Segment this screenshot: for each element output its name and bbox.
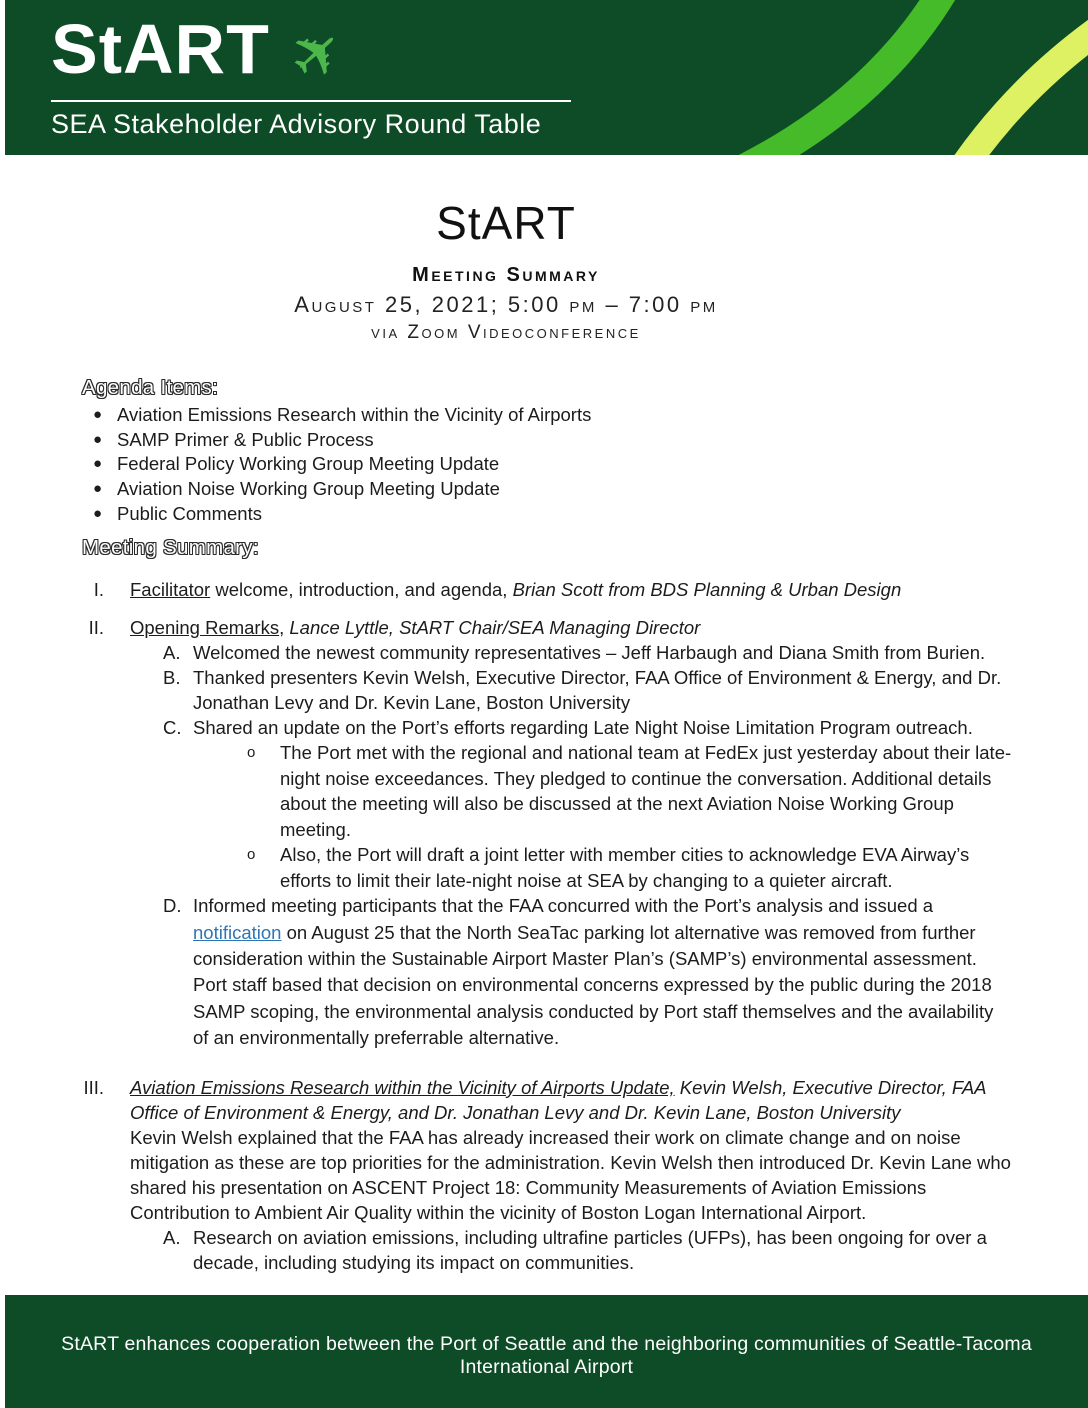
logo-wordmark: StART [51, 10, 270, 88]
agenda-item-text: Aviation Noise Working Group Meeting Update [117, 478, 500, 500]
list-item [247, 740, 1012, 842]
logo-subtitle: SEA Stakeholder Advisory Round Table [51, 109, 542, 139]
bullet-icon: ● [93, 504, 103, 522]
agenda-list [0, 403, 1012, 526]
agenda-item-text: Public Comments [117, 502, 262, 524]
item-label: D. [163, 895, 182, 917]
logo-underline [51, 100, 571, 102]
section-heading-plain: , [279, 617, 290, 639]
notification-link[interactable]: notification [193, 921, 282, 943]
list-item [93, 428, 1012, 453]
item-label: C. [163, 717, 182, 739]
list-item [163, 665, 1012, 715]
agenda-heading: Agenda Items: [82, 376, 219, 400]
list-item [163, 893, 1012, 1051]
section-aviation-emissions [58, 1075, 1012, 1275]
item-text: Welcomed the newest community representatives – Jeff Harbaugh and Diana Smith from Burien. [193, 642, 986, 664]
list-item [163, 1225, 1012, 1275]
section-heading-underlined: Facilitator [130, 579, 211, 601]
item-text [193, 893, 1012, 1051]
list-item [93, 403, 1012, 428]
section-numeral: II. [88, 617, 104, 639]
agenda-item-text: Aviation Emissions Research within the Vicinity of Airports [117, 404, 592, 426]
bullet-icon: ● [93, 455, 103, 473]
footer-tagline: StART enhances cooperation between the Port of Seattle and the neighboring communities of Seattle-Tacoma International Airport [61, 1333, 1032, 1378]
item-text: Research on aviation emissions, including ultrafine particles (UFPs), has been ongoing for over a decade, including studying its impact on communities. [193, 1226, 987, 1273]
airplane-icon: ✈ [275, 11, 360, 98]
item-label: A. [163, 1226, 181, 1248]
section-opening-remarks [58, 615, 1012, 1051]
section-intro-paragraph: Kevin Welsh explained that the FAA has already increased their work on climate change and on noise mitigation as these are top priorities for the administration. Kevin Welsh then introduced Dr. Kevin Lane who shared his presentation on ASCENT Project 18: Community Measurements of Aviation Emissions Contribution to Ambient Air Quality within the vicinity of Boston Logan International Airport. [130, 1126, 1011, 1223]
list-item [93, 452, 1012, 477]
section-heading-italic: Lance Lyttle, StART Chair/SEA Managing Director [289, 617, 701, 639]
section-heading [130, 615, 1012, 640]
circle-bullet-icon: o [247, 846, 256, 864]
meeting-venue: via Zoom Videoconference [371, 322, 641, 344]
list-item [247, 842, 1012, 893]
section-numeral: III. [83, 1076, 104, 1098]
doc-subtitle: Meeting Summary [412, 264, 600, 287]
bullet-icon: ● [93, 430, 103, 448]
item-text: Thanked presenters Kevin Welsh, Executive Director, FAA Office of Environment & Energy, and Dr. Jonathan Levy and Dr. Kevin Lane, Boston University [193, 667, 1002, 714]
list-item [93, 477, 1012, 502]
section-heading-plain: welcome, introduction, and agenda, [210, 579, 513, 601]
start-logo [51, 10, 571, 140]
item-text: Also, the Port will draft a joint letter with member cities to acknowledge EVA Airway’s efforts to limit their late-night noise at SEA by changing to a quieter aircraft. [280, 844, 970, 891]
section-heading-underlined: Opening Remarks [130, 617, 280, 639]
meeting-summary-heading: Meeting Summary: [82, 536, 259, 560]
section-heading [130, 1075, 1012, 1125]
item-text-before-link: Informed meeting participants that the FAA concurred with the Port’s analysis and issued a [193, 895, 934, 917]
document-body [0, 155, 1088, 1275]
page-title: StART [436, 197, 576, 249]
item-label: B. [163, 667, 181, 689]
bullet-icon: ● [93, 480, 103, 498]
footer-banner [5, 1295, 1088, 1408]
list-item [163, 715, 1012, 740]
list-item [93, 502, 1012, 527]
agenda-item-text: SAMP Primer & Public Process [117, 428, 374, 450]
section-facilitator [58, 577, 1012, 602]
circle-bullet-icon: o [247, 744, 256, 762]
item-text: The Port met with the regional and national team at FedEx just yesterday about their late-night noise exceedances. They pledged to continue the conversation. Additional details about the meeting will also be discussed at the next Aviation Noise Working Group meeting. [280, 742, 1012, 840]
section-heading-italic: Brian Scott from BDS Planning & Urban Design [512, 579, 902, 601]
header-banner [5, 0, 1088, 155]
bullet-icon: ● [93, 406, 103, 424]
section-numeral: I. [93, 579, 104, 601]
section-heading-italic: Kevin Welsh, Executive Director, FAA Office of Environment & Energy, and Dr. Jonathan Levy and Dr. Kevin Lane, Boston University [130, 1076, 986, 1123]
meeting-date: August 25, 2021; 5:00 pm – 7:00 pm [294, 292, 718, 318]
agenda-item-text: Federal Policy Working Group Meeting Update [117, 453, 500, 475]
item-text-after-link: on August 25 that the North SeaTac parking lot alternative was removed from further consideration within the Sustainable Airport Master Plan’s (SAMP’s) environmental assessment. Port staff based that decision on environmental concerns expressed by the public during the 2018 SAMP scoping, the environmental analysis conducted by Port staff themselves and the availability of an environmentally preferrable alternative. [193, 921, 994, 1049]
section-heading-underlined-italic: Aviation Emissions Research within the Vicinity of Airports Update, [130, 1076, 675, 1098]
item-label: A. [163, 642, 181, 664]
section-heading [130, 577, 1012, 602]
list-item [163, 640, 1012, 665]
item-text: Shared an update on the Port’s efforts regarding Late Night Noise Limitation Program outreach. [193, 717, 973, 739]
